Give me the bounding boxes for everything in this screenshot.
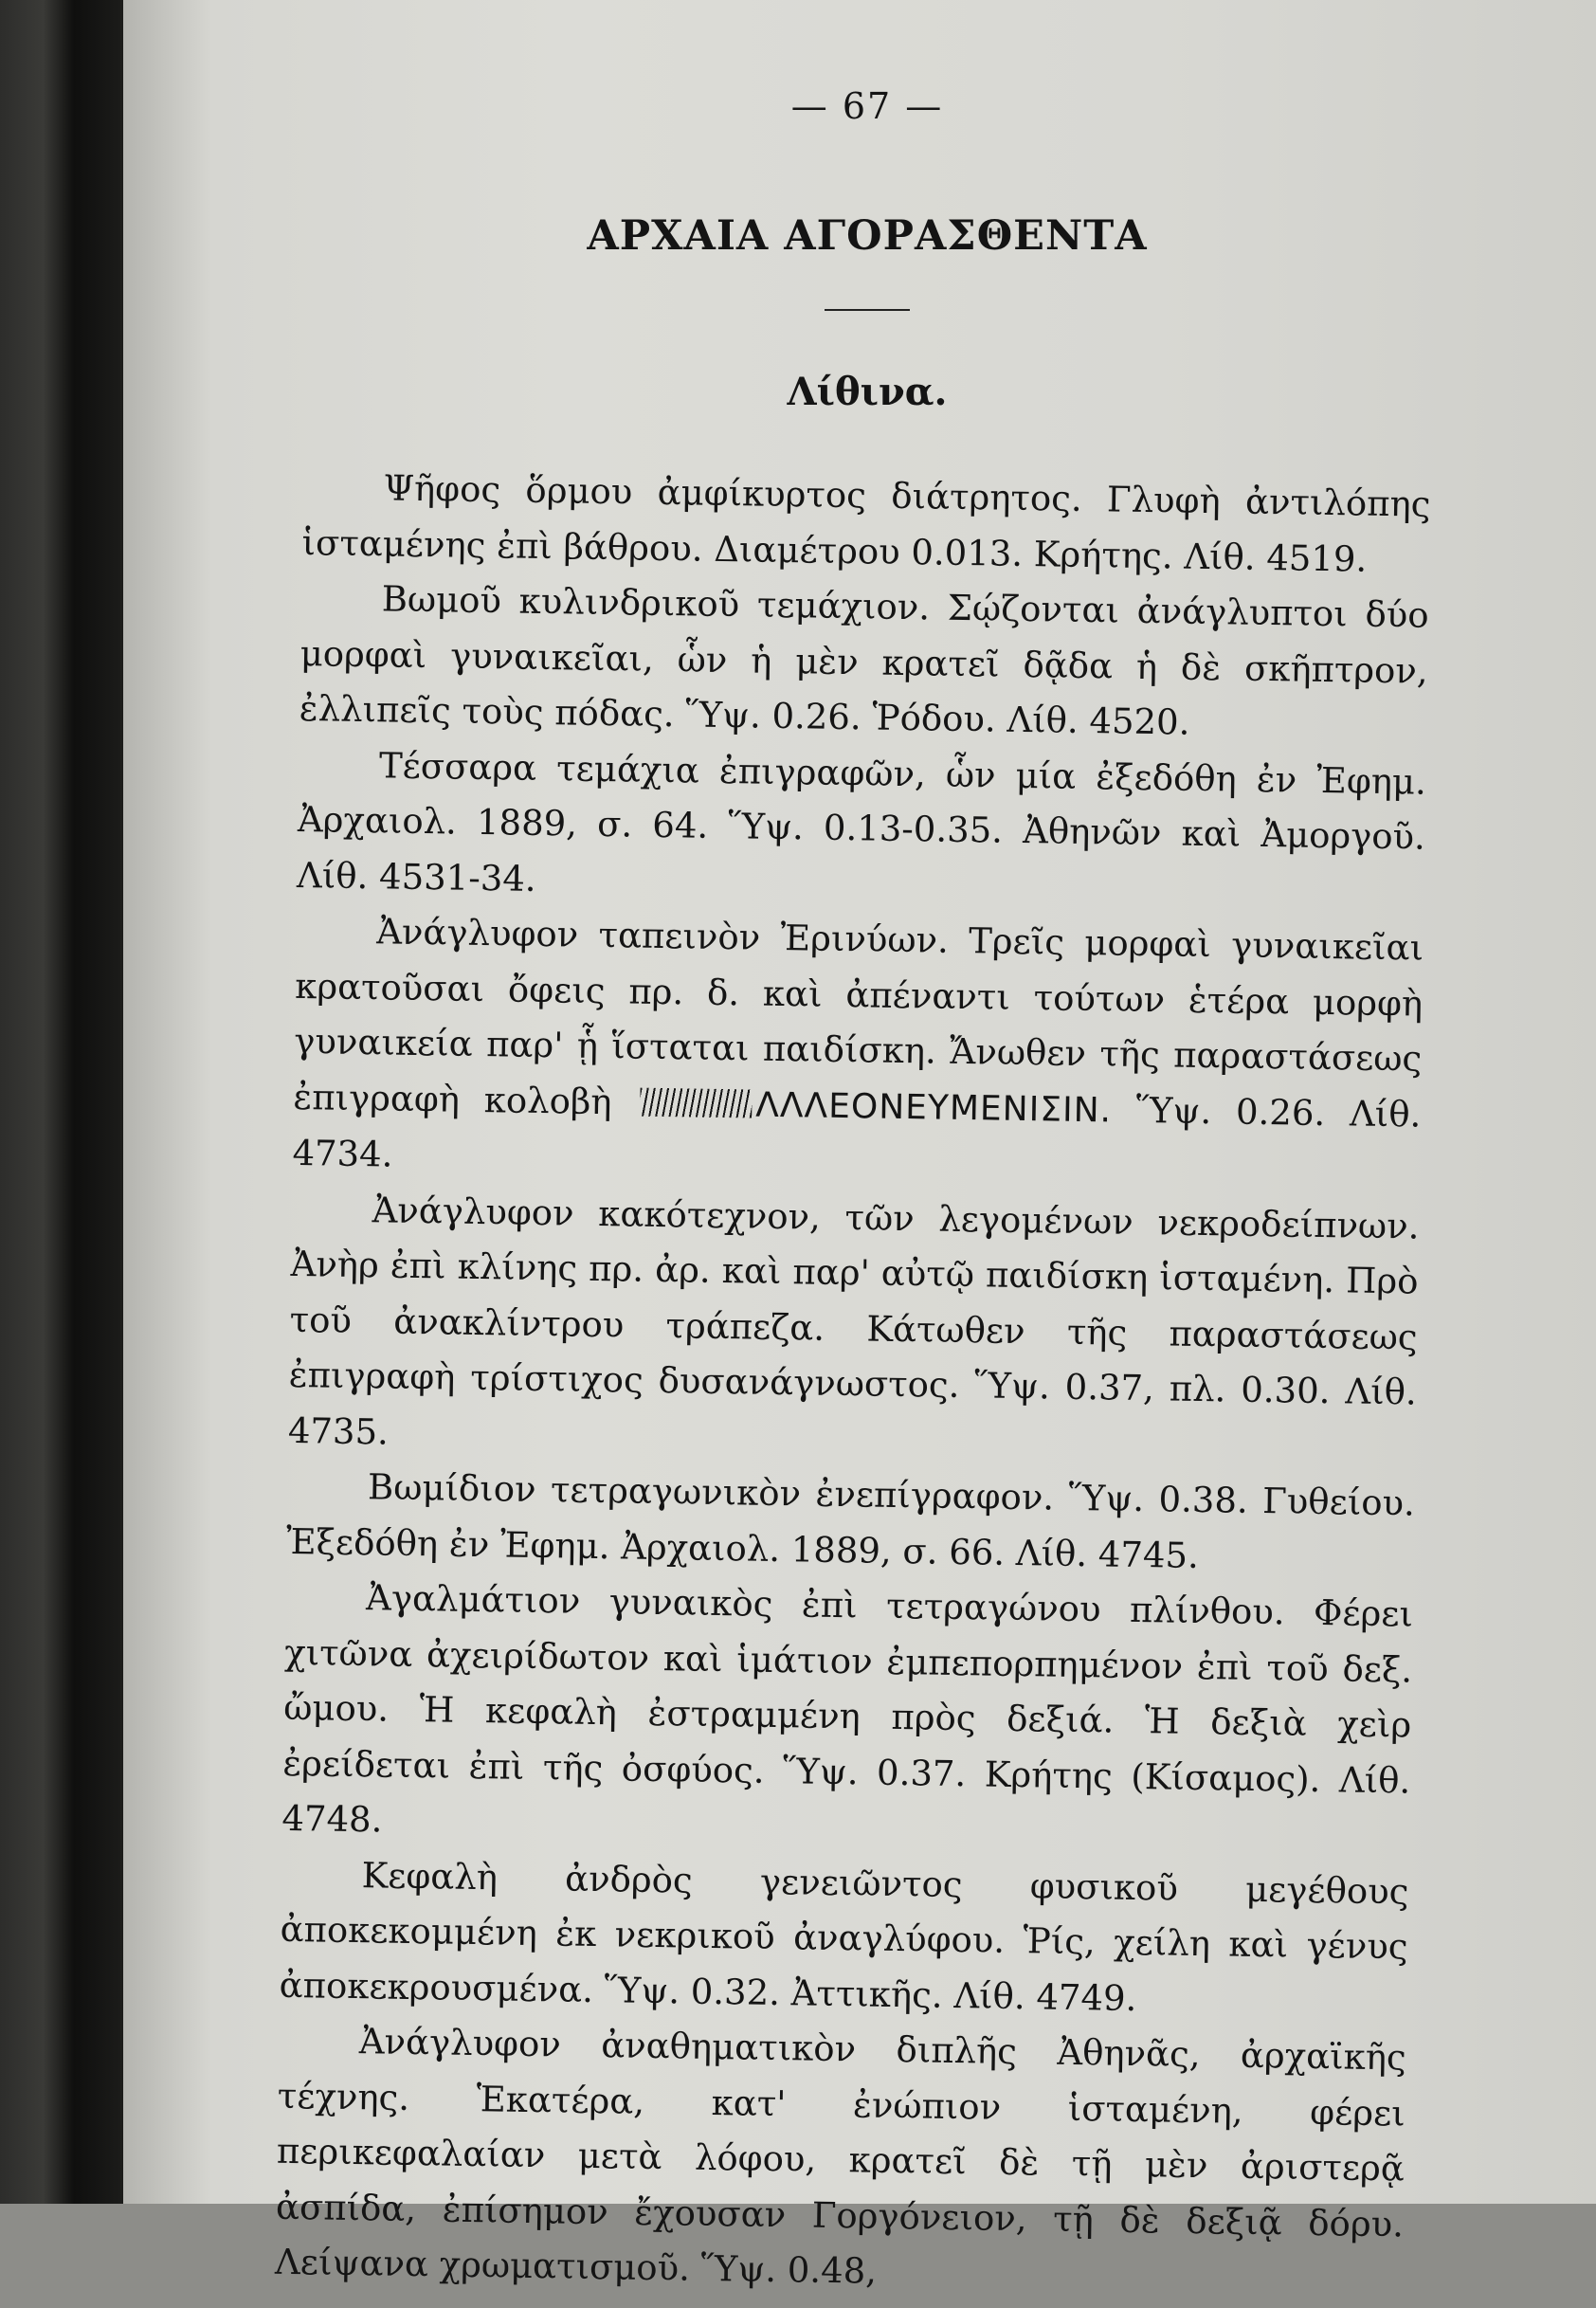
catalogue-entry: Τέσσαρα τεμάχια ἐπιγραφῶν, ὧν μία ἐξεδόθη ἐν Ἐφημ. Ἀρχαιολ. 1889, σ. 64. Ὕψ. 0.13-0.35. Ἀθηνῶν καὶ Ἀμοργοῦ. Λίθ. 4531-34. bbox=[296, 744, 1427, 900]
section-title: ΑΡΧΑΙΑ ΑΓΟΡΑΣΘΕΝΤΑ bbox=[587, 212, 1148, 260]
subheading: Λίθινα. bbox=[787, 370, 948, 414]
catalogue-entry: Βωμοῦ κυλινδρικοῦ τεμάχιον. Σῴζονται ἀνάγλυπτοι δύο μορφαὶ γυναικεῖαι, ὧν ἡ μὲν κρατεῖ δᾷδα ἡ δὲ σκῆπτρον, ἐλλιπεῖς τοὺς πόδας. Ὕψ. 0.26. Ῥόδου. Λίθ. 4520. bbox=[299, 578, 1429, 743]
catalogue-entries bbox=[275, 460, 1431, 2308]
catalogue-entry: Ἀνάγλυφον ἀναθηματικὸν διπλῆς Ἀθηνᾶς, ἀρχαϊκῆς τέχνης. Ἑκατέρα, κατ' ἐνώπιον ἱσταμένη, φέρει περικεφαλαίαν μετὰ λόφου, κρατεῖ δὲ τῇ μὲν ἀριστερᾷ ἀσπίδα, ἐπίσημον ἔχουσαν Γοργόνειον, τῇ δὲ δεξιᾷ δόρυ. Λείψανα χρωματισμοῦ. Ὕψ. 0.48, bbox=[274, 2021, 1406, 2292]
entry-text: Ὕψ. 0.26. Λίθ. 4734. bbox=[292, 1089, 1422, 1175]
catalogue-entry: Ψῆφος ὅρμου ἀμφίκυρτος διάτρητος. Γλυφὴ ἀντιλόπης ἱσταμένης ἐπὶ βάθρου. Διαμέτρου 0.013. Κρήτης. Λίθ. 4519. bbox=[301, 467, 1431, 580]
text-block bbox=[274, 85, 1431, 2292]
catalogue-entry: Βωμίδιον τετραγωνικὸν ἐνεπίγραφον. Ὕψ. 0.38. Γυθείου. Ἐξεδόθη ἐν Ἐφημ. Ἀρχαιολ. 1889, σ. 66. Λίθ. 4745. bbox=[285, 1466, 1416, 1576]
entry-text: Ἀνάγλυφον ταπεινὸν Ἐρινύων. Τρεῖς μορφαὶ γυναικεῖαι κρατοῦσαι ὄφεις πρ. δ. καὶ ἀπέναντι τούτων ἑτέρα μορφὴ γυναικεία παρ' ᾗ ἵσταται παιδίσκη. Ἄνωθεν τῆς παραστάσεως ἐπιγραφὴ κολοβὴ bbox=[293, 911, 1424, 1122]
inscription-text: ΛΛΛΕΟΝΕΥΜΕΝΙΣΙΝ. bbox=[755, 1085, 1113, 1130]
book-gutter bbox=[0, 0, 123, 2204]
catalogue-entry: Κεφαλὴ ἀνδρὸς γενειῶντος φυσικοῦ μεγέθους ἀποκεκομμένη ἐκ νεκρικοῦ ἀναγλύφου. Ῥίς, χείλη καὶ γένυς ἀποκεκρουσμένα. Ὕψ. 0.32. Ἀττικῆς. Λίθ. 4749. bbox=[279, 1854, 1409, 2019]
title-divider bbox=[825, 309, 910, 311]
book-page bbox=[123, 0, 1596, 2292]
catalogue-entry: Ἀγαλμάτιον γυναικὸς ἐπὶ τετραγώνου πλίνθου. Φέρει χιτῶνα ἀχειρίδωτον καὶ ἱμάτιον ἐμπεπορπημένον ἐπὶ τοῦ δεξ. ὤμου. Ἡ κεφαλὴ ἐστραμμένη πρὸς δεξιά. Ἡ δεξιὰ χεὶρ ἐρείδεται ἐπὶ τῆς ὀσφύος. Ὕψ. 0.37. Κρήτης (Κίσαμος). Λίθ. 4748. bbox=[281, 1577, 1414, 1841]
catalogue-entry: Ἀνάγλυφον κακότεχνον, τῶν λεγομένων νεκροδείπνων. Ἀνὴρ ἐπὶ κλίνης πρ. ἀρ. καὶ παρ' αὐτῷ παιδίσκη ἱσταμένη. Πρὸ τοῦ ἀνακλίντρου τράπεζα. Κάτωθεν τῆς παραστάσεως ἐπιγραφὴ τρίστιχος δυσανάγνωστος. Ὕψ. 0.37, πλ. 0.30. Λίθ. 4735. bbox=[287, 1189, 1420, 1453]
lacuna-hatching bbox=[640, 1087, 752, 1118]
page-number: — 67 — bbox=[790, 85, 944, 127]
catalogue-entry bbox=[292, 903, 1424, 1199]
